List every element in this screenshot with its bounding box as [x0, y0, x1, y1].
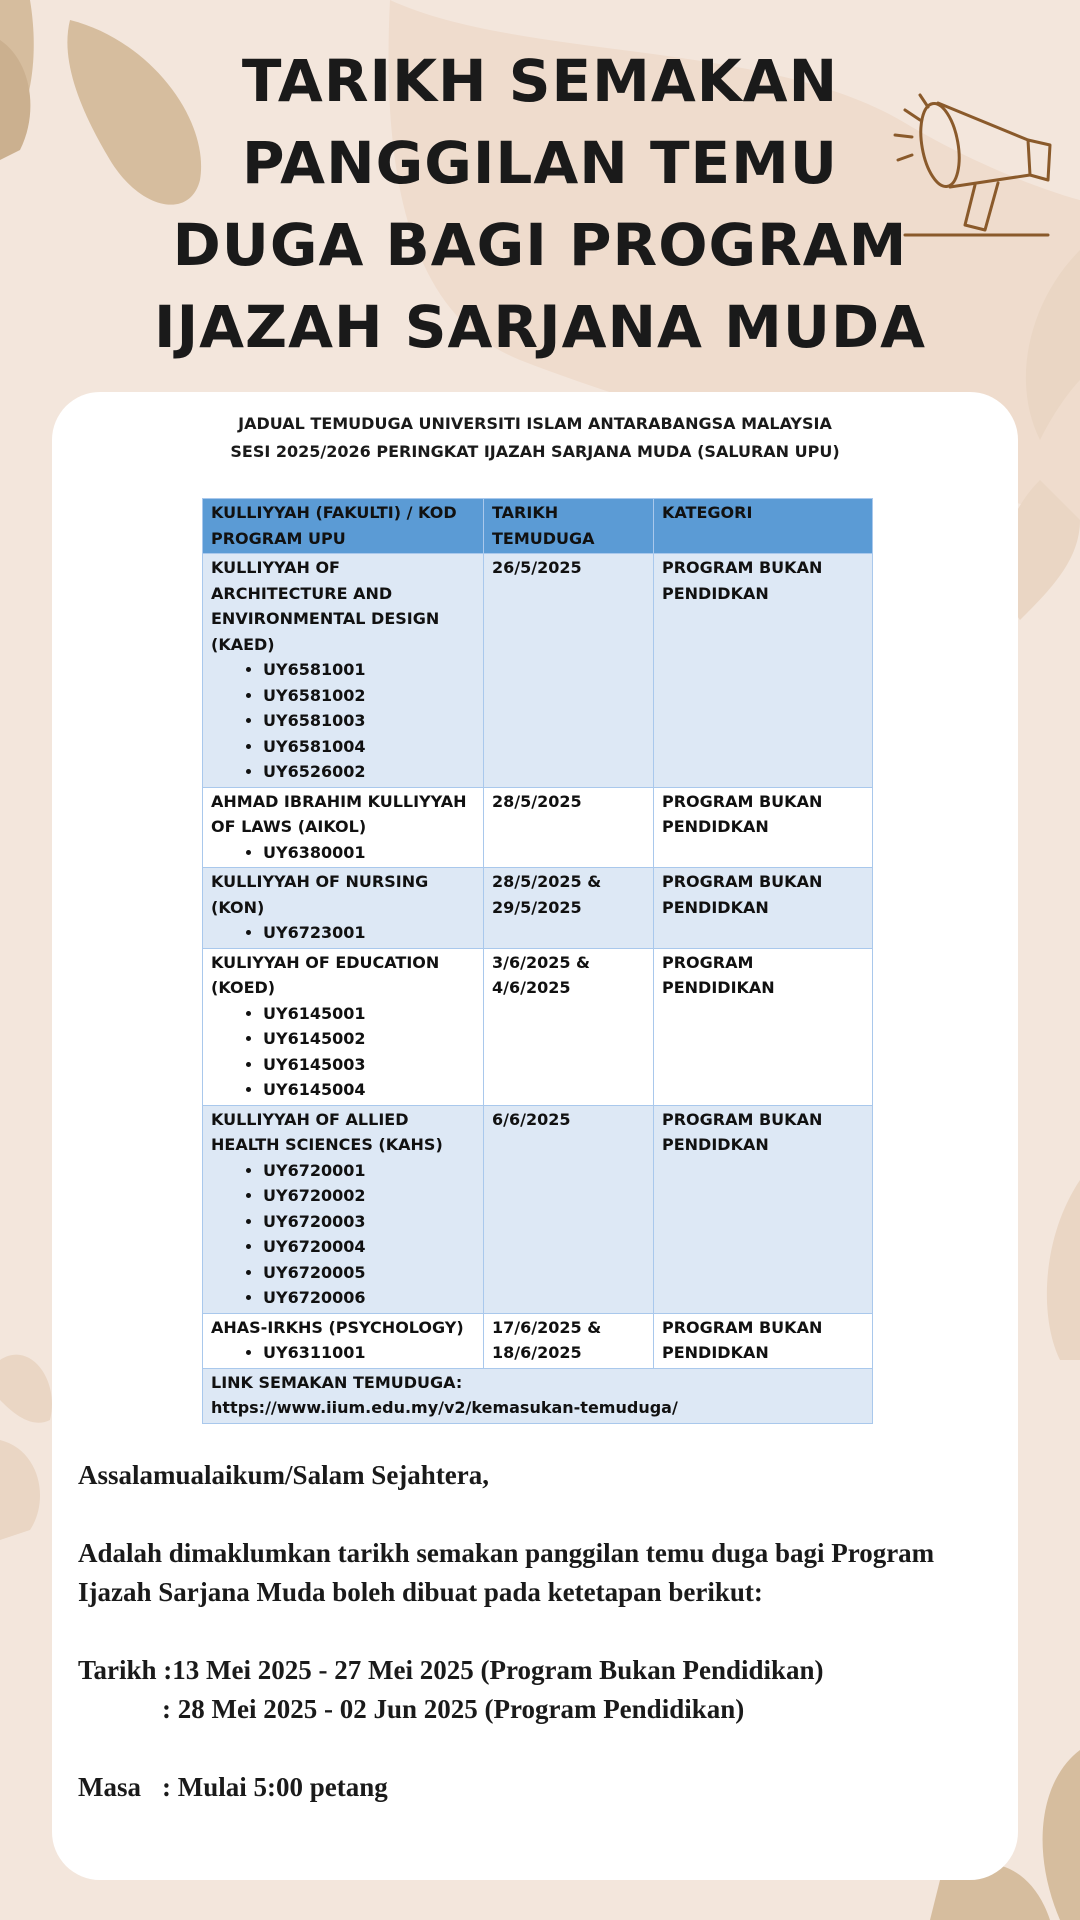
table-row: [203, 948, 873, 1105]
program-code: • UY6581002: [263, 683, 475, 709]
faculty-name: AHMAD IBRAHIM KULLIYYAH OF LAWS (AIKOL): [211, 791, 467, 836]
program-code: • UY6145002: [263, 1026, 475, 1052]
headline-line: DUGA BAGI PROGRAM: [172, 211, 908, 279]
program-code: • UY6145001: [263, 1001, 475, 1027]
schedule-title-line: JADUAL TEMUDUGA UNIVERSITI ISLAM ANTARABANGSA MALAYSIA: [238, 414, 832, 433]
interview-date: 6/6/2025: [484, 1105, 654, 1313]
tarikh-label: Tarikh :: [78, 1655, 173, 1685]
program-code: • UY6723001: [263, 920, 475, 946]
table-row: [203, 1313, 873, 1368]
schedule-title-line: SESI 2025/2026 PERINGKAT IJAZAH SARJANA MUDA (SALURAN UPU): [230, 442, 840, 461]
program-code: • UY6581001: [263, 657, 475, 683]
program-code: • UY6581003: [263, 708, 475, 734]
program-code: • UY6720006: [263, 1285, 475, 1311]
tarikh-value: : 28 Mei 2025 - 02 Jun 2025 (Program Pendidikan): [162, 1694, 745, 1724]
link-cell: [203, 1368, 873, 1423]
greeting: Assalamualaikum/Salam Sejahtera,: [78, 1460, 490, 1490]
program-code: • UY6720001: [263, 1158, 475, 1184]
faculty-name: KULLIYYAH OF ALLIED HEALTH SCIENCES (KAHS): [211, 1109, 443, 1154]
category: PROGRAM BUKAN PENDIDKAN: [654, 1105, 873, 1313]
table-row: [203, 787, 873, 868]
headline-line: IJAZAH SARJANA MUDA: [154, 293, 926, 361]
interview-date: 26/5/2025: [484, 554, 654, 788]
intro-paragraph: Adalah dimaklumkan tarikh semakan panggilan temu duga bagi Program Ijazah Sarjana Muda boleh dibuat pada ketetapan berikut:: [78, 1538, 935, 1607]
tarikh-line: [78, 1690, 998, 1729]
masa-value: : Mulai 5:00 petang: [162, 1772, 388, 1802]
category: PROGRAM BUKAN PENDIDKAN: [654, 554, 873, 788]
megaphone-icon: [880, 85, 1060, 245]
interview-date: 3/6/2025 & 4/6/2025: [484, 948, 654, 1105]
faculty-cell: [203, 868, 484, 949]
program-code: • UY6720005: [263, 1260, 475, 1286]
interview-schedule-table: [202, 498, 873, 1424]
table-row: [203, 1105, 873, 1313]
link-row: [203, 1368, 873, 1423]
faculty-cell: [203, 554, 484, 788]
faculty-name: KULIYYAH OF EDUCATION (KOED): [211, 952, 440, 997]
table-row: [203, 554, 873, 788]
schedule-title: [52, 410, 1018, 466]
program-code: • UY6720002: [263, 1183, 475, 1209]
tarikh-value: 13 Mei 2025 - 27 Mei 2025 (Program Bukan Pendidikan): [172, 1655, 824, 1685]
masa-line: [78, 1768, 998, 1807]
masa-label: Masa: [78, 1772, 141, 1802]
program-code: • UY6145003: [263, 1052, 475, 1078]
content-card: [52, 392, 1018, 1880]
link-label: LINK SEMAKAN TEMUDUGA:: [211, 1372, 463, 1392]
category: PROGRAM PENDIDIKAN: [654, 948, 873, 1105]
header-faculty: KULLIYYAH (FAKULTI) / KOD PROGRAM UPU: [203, 499, 484, 554]
program-code-list: [211, 657, 475, 785]
program-code: • UY6720004: [263, 1234, 475, 1260]
faculty-name: KULLIYYAH OF NURSING (KON): [211, 872, 429, 917]
interview-date: 28/5/2025 & 29/5/2025: [484, 868, 654, 949]
program-code-list: [211, 1340, 475, 1366]
program-code: • UY6380001: [263, 840, 475, 866]
category: PROGRAM BUKAN PENDIDKAN: [654, 787, 873, 868]
notice-text: [78, 1456, 998, 1807]
category: PROGRAM BUKAN PENDIDKAN: [654, 1313, 873, 1368]
header-category: KATEGORI: [654, 499, 873, 554]
interview-date: 28/5/2025: [484, 787, 654, 868]
program-code: • UY6526002: [263, 759, 475, 785]
program-code-list: [211, 840, 475, 866]
interview-date: 17/6/2025 & 18/6/2025: [484, 1313, 654, 1368]
table-header-row: [203, 499, 873, 554]
category: PROGRAM BUKAN PENDIDKAN: [654, 868, 873, 949]
program-code-list: [211, 920, 475, 946]
program-code: • UY6145004: [263, 1077, 475, 1103]
headline-line: TARIKH SEMAKAN: [241, 47, 839, 115]
program-code: • UY6720003: [263, 1209, 475, 1235]
headline-line: PANGGILAN TEMU: [242, 129, 838, 197]
program-code-list: [211, 1001, 475, 1103]
program-code: • UY6311001: [263, 1340, 475, 1366]
faculty-cell: [203, 1105, 484, 1313]
table-row: [203, 868, 873, 949]
program-code-list: [211, 1158, 475, 1311]
header-date: TARIKH TEMUDUGA: [484, 499, 654, 554]
faculty-cell: [203, 1313, 484, 1368]
faculty-cell: [203, 787, 484, 868]
tarikh-line: [78, 1651, 998, 1690]
faculty-name: KULLIYYAH OF ARCHITECTURE AND ENVIRONMENTAL DESIGN (KAED): [211, 558, 440, 654]
faculty-cell: [203, 948, 484, 1105]
faculty-name: AHAS-IRKHS (PSYCHOLOGY): [211, 1317, 464, 1337]
program-code: • UY6581004: [263, 734, 475, 760]
interview-check-link[interactable]: https://www.iium.edu.my/v2/kemasukan-temuduga/: [211, 1398, 678, 1417]
